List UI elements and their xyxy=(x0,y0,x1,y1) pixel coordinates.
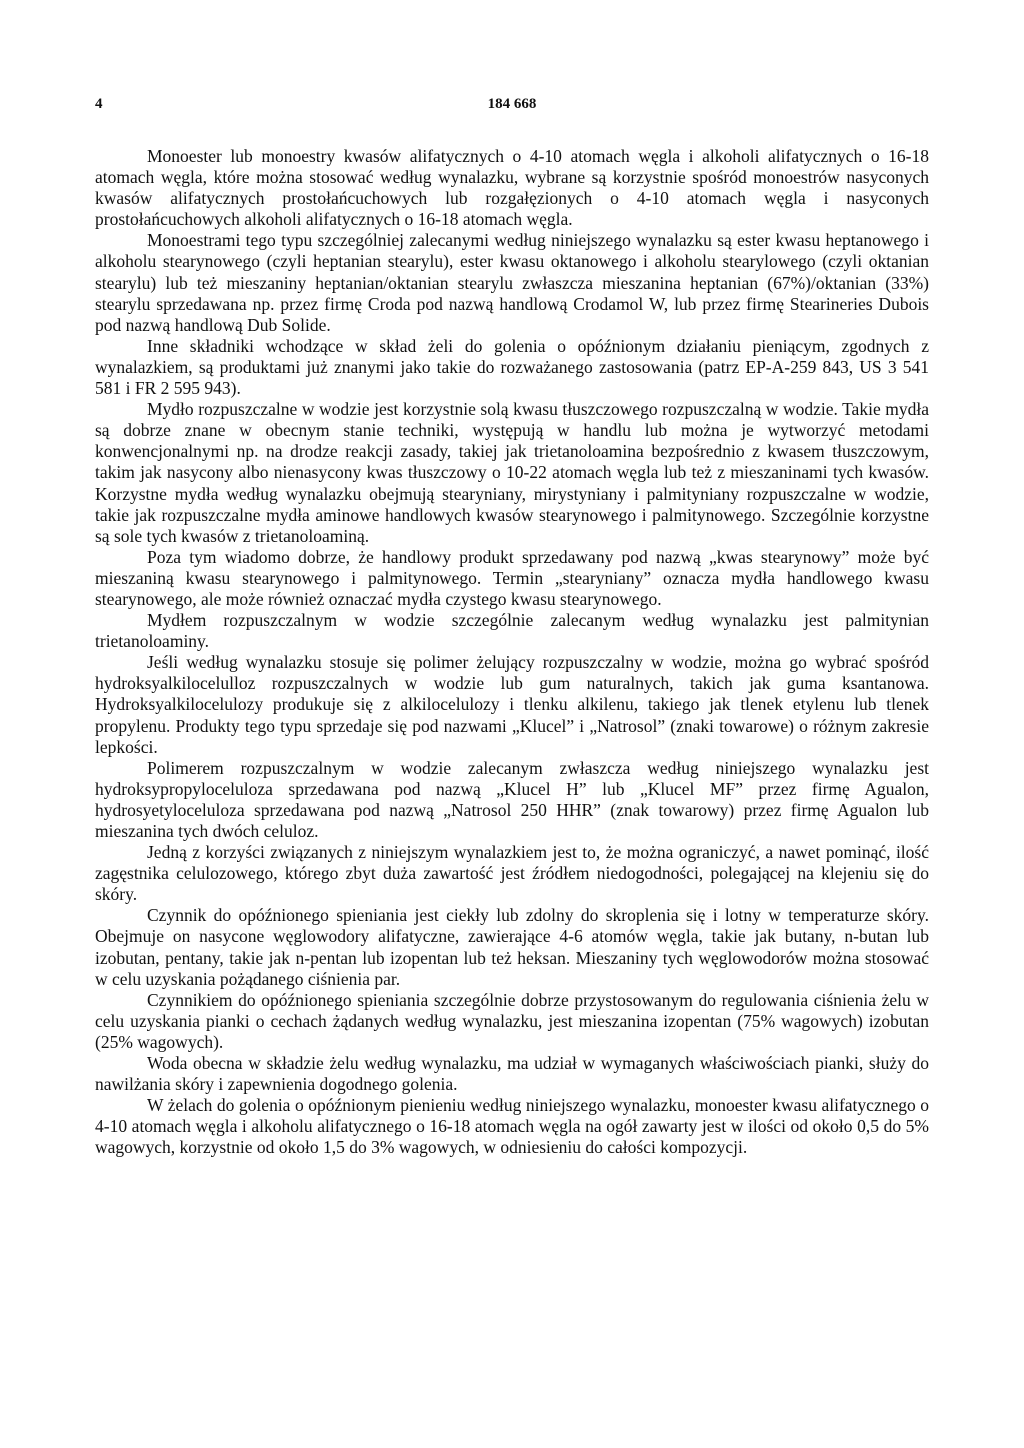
paragraph: Mydłem rozpuszczalnym w wodzie szczególnie zalecanym według wynalazku jest palmitynian trietanoloaminy. xyxy=(95,610,929,652)
paragraph: Woda obecna w składzie żelu według wynalazku, ma udział w wymaganych właściwościach pianki, służy do nawilżania skóry i zapewnienia dogodnego golenia. xyxy=(95,1053,929,1095)
paragraph: W żelach do golenia o opóźnionym pienieniu według niniejszego wynalazku, monoester kwasu alifatycznego o 4-10 atomach węgla i alkoholu alifatycznego o 16-18 atomach węgla na ogół zawarty jest w ilości od około 0,5 do 5% wagowych, korzystnie od około 1,5 do 3% wagowych, w odniesieniu do całości kompozycji. xyxy=(95,1095,929,1158)
paragraph: Monoester lub monoestry kwasów alifatycznych o 4-10 atomach węgla i alkoholi alifatycznych o 16-18 atomach węgla, które można stosować według wynalazku, wybrane są korzystnie spośród monoestrów nasyconych kwasów alifatycznych prostołańcuchowych lub rozgałęzionych o 4-10 atomach węgla i nasyconych prostołańcuchowych alkoholi alifatycznych o 16-18 atomach węgla. xyxy=(95,146,929,230)
paragraph: Polimerem rozpuszczalnym w wodzie zalecanym zwłaszcza według niniejszego wynalazku jest hydroksypropyloceluloza sprzedawana pod nazwą „Klucel H” lub „Klucel MF” przez firmę Agualon, hydrosyetyloceluloza sprzedawana pod nazwą „Natrosol 250 HHR” (znak towarowy) przez firmę Agualon lub mieszanina tych dwóch celuloz. xyxy=(95,757,929,841)
page-header xyxy=(0,96,1024,116)
paragraph: Jedną z korzyści związanych z niniejszym wynalazkiem jest to, że można ograniczyć, a nawet pominąć, ilość zagęstnika celulozowego, którego zbyt duża zawartość jest źródłem niedogodności, polegającej na klejeniu się do skóry. xyxy=(95,842,929,905)
patent-number: 184 668 xyxy=(487,96,537,112)
paragraph: Monoestrami tego typu szczególniej zalecanymi według niniejszego wynalazku są ester kwasu heptanowego i alkoholu stearynowego (czyli heptanian stearylu), ester kwasu oktanowego i alkoholu stearylowego (czyli oktanian stearylu) lub też mieszaniny heptanian/oktanian stearylu zwłaszcza mieszanina heptanian (67%)/oktanian (33%) stearylu sprzedawana np. przez firmę Croda pod nazwą handlową Crodamol W, lub przez firmę Stearineries Dubois pod nazwą handlową Dub Solide. xyxy=(95,230,929,335)
paragraph: Jeśli według wynalazku stosuje się polimer żelujący rozpuszczalny w wodzie, można go wybrać spośród hydroksyalkilocelulloz rozpuszczalnych w wodzie lub gum naturalnych, takich jak guma ksantanowa. Hydroksyalkilocelulozy produkuje się z alkilocelulozy i tlenku alkilenu, takiego jak tlenek etylenu lub tlenek propylenu. Produkty tego typu sprzedaje się pod nazwami „Klucel” i „Natrosol” (znaki towarowe) o różnym zakresie lepkości. xyxy=(95,652,929,757)
paragraph: Poza tym wiadomo dobrze, że handlowy produkt sprzedawany pod nazwą „kwas stearynowy” może być mieszaniną kwasu stearynowego i palmitynowego. Termin „stearyniany” oznacza mydła handlowego kwasu stearynowego, ale może również oznaczać mydła czystego kwasu stearynowego. xyxy=(95,546,929,609)
paragraph: Inne składniki wchodzące w skład żeli do golenia o opóźnionym działaniu pieniącym, zgodnych z wynalazkiem, są produktami już znanymi jako takie do rozważanego zastosowania (patrz EP-A-259 843, US 3 541 581 i FR 2 595 943). xyxy=(95,335,929,399)
paragraph: Czynnikiem do opóźnionego spieniania szczególnie dobrze przystosowanym do regulowania ciśnienia żelu w celu uzyskania pianki o cechach żądanych według wynalazku, jest mieszanina izopentan (75% wagowych) izobutan (25% wagowych). xyxy=(95,989,929,1052)
page-number: 4 xyxy=(95,96,103,112)
paragraph: Mydło rozpuszczalne w wodzie jest korzystnie solą kwasu tłuszczowego rozpuszczalną w wodzie. Takie mydła są dobrze znane w obecnym stanie techniki, występują w handlu lub można je wytworzyć metodami konwencjonalnymi np. na drodze reakcji zasady, takiej jak trietanoloamina bezpośrednio z kwasem tłuszczowym, takim jak nasycony albo nienasycony kwas tłuszczowy o 10-22 atomach węgla lub też z mieszaninami tych kwasów. Korzystne mydła według wynalazku obejmują stearyniany, mirystyniany i palmityniany rozpuszczalne w wodzie, takie jak rozpuszczalne mydła aminowe handlowych kwasów stearynowego i palmitynowego. Szczególnie korzystne są sole tych kwasów z trietanoloaminą. xyxy=(95,399,929,546)
body-text xyxy=(95,146,929,1159)
paragraph: Czynnik do opóźnionego spieniania jest ciekły lub zdolny do skroplenia się i lotny w temperaturze skóry. Obejmuje on nasycone węglowodory alifatyczne, zawierające 4-6 atomów węgla, takie jak butany, n-butan lub izobutan, pentany, takie jak n-pentan lub izopentan lub też heksan. Mieszaniny tych węglowodorów można stosować w celu uzyskania pożądanego ciśnienia par. xyxy=(95,905,929,989)
